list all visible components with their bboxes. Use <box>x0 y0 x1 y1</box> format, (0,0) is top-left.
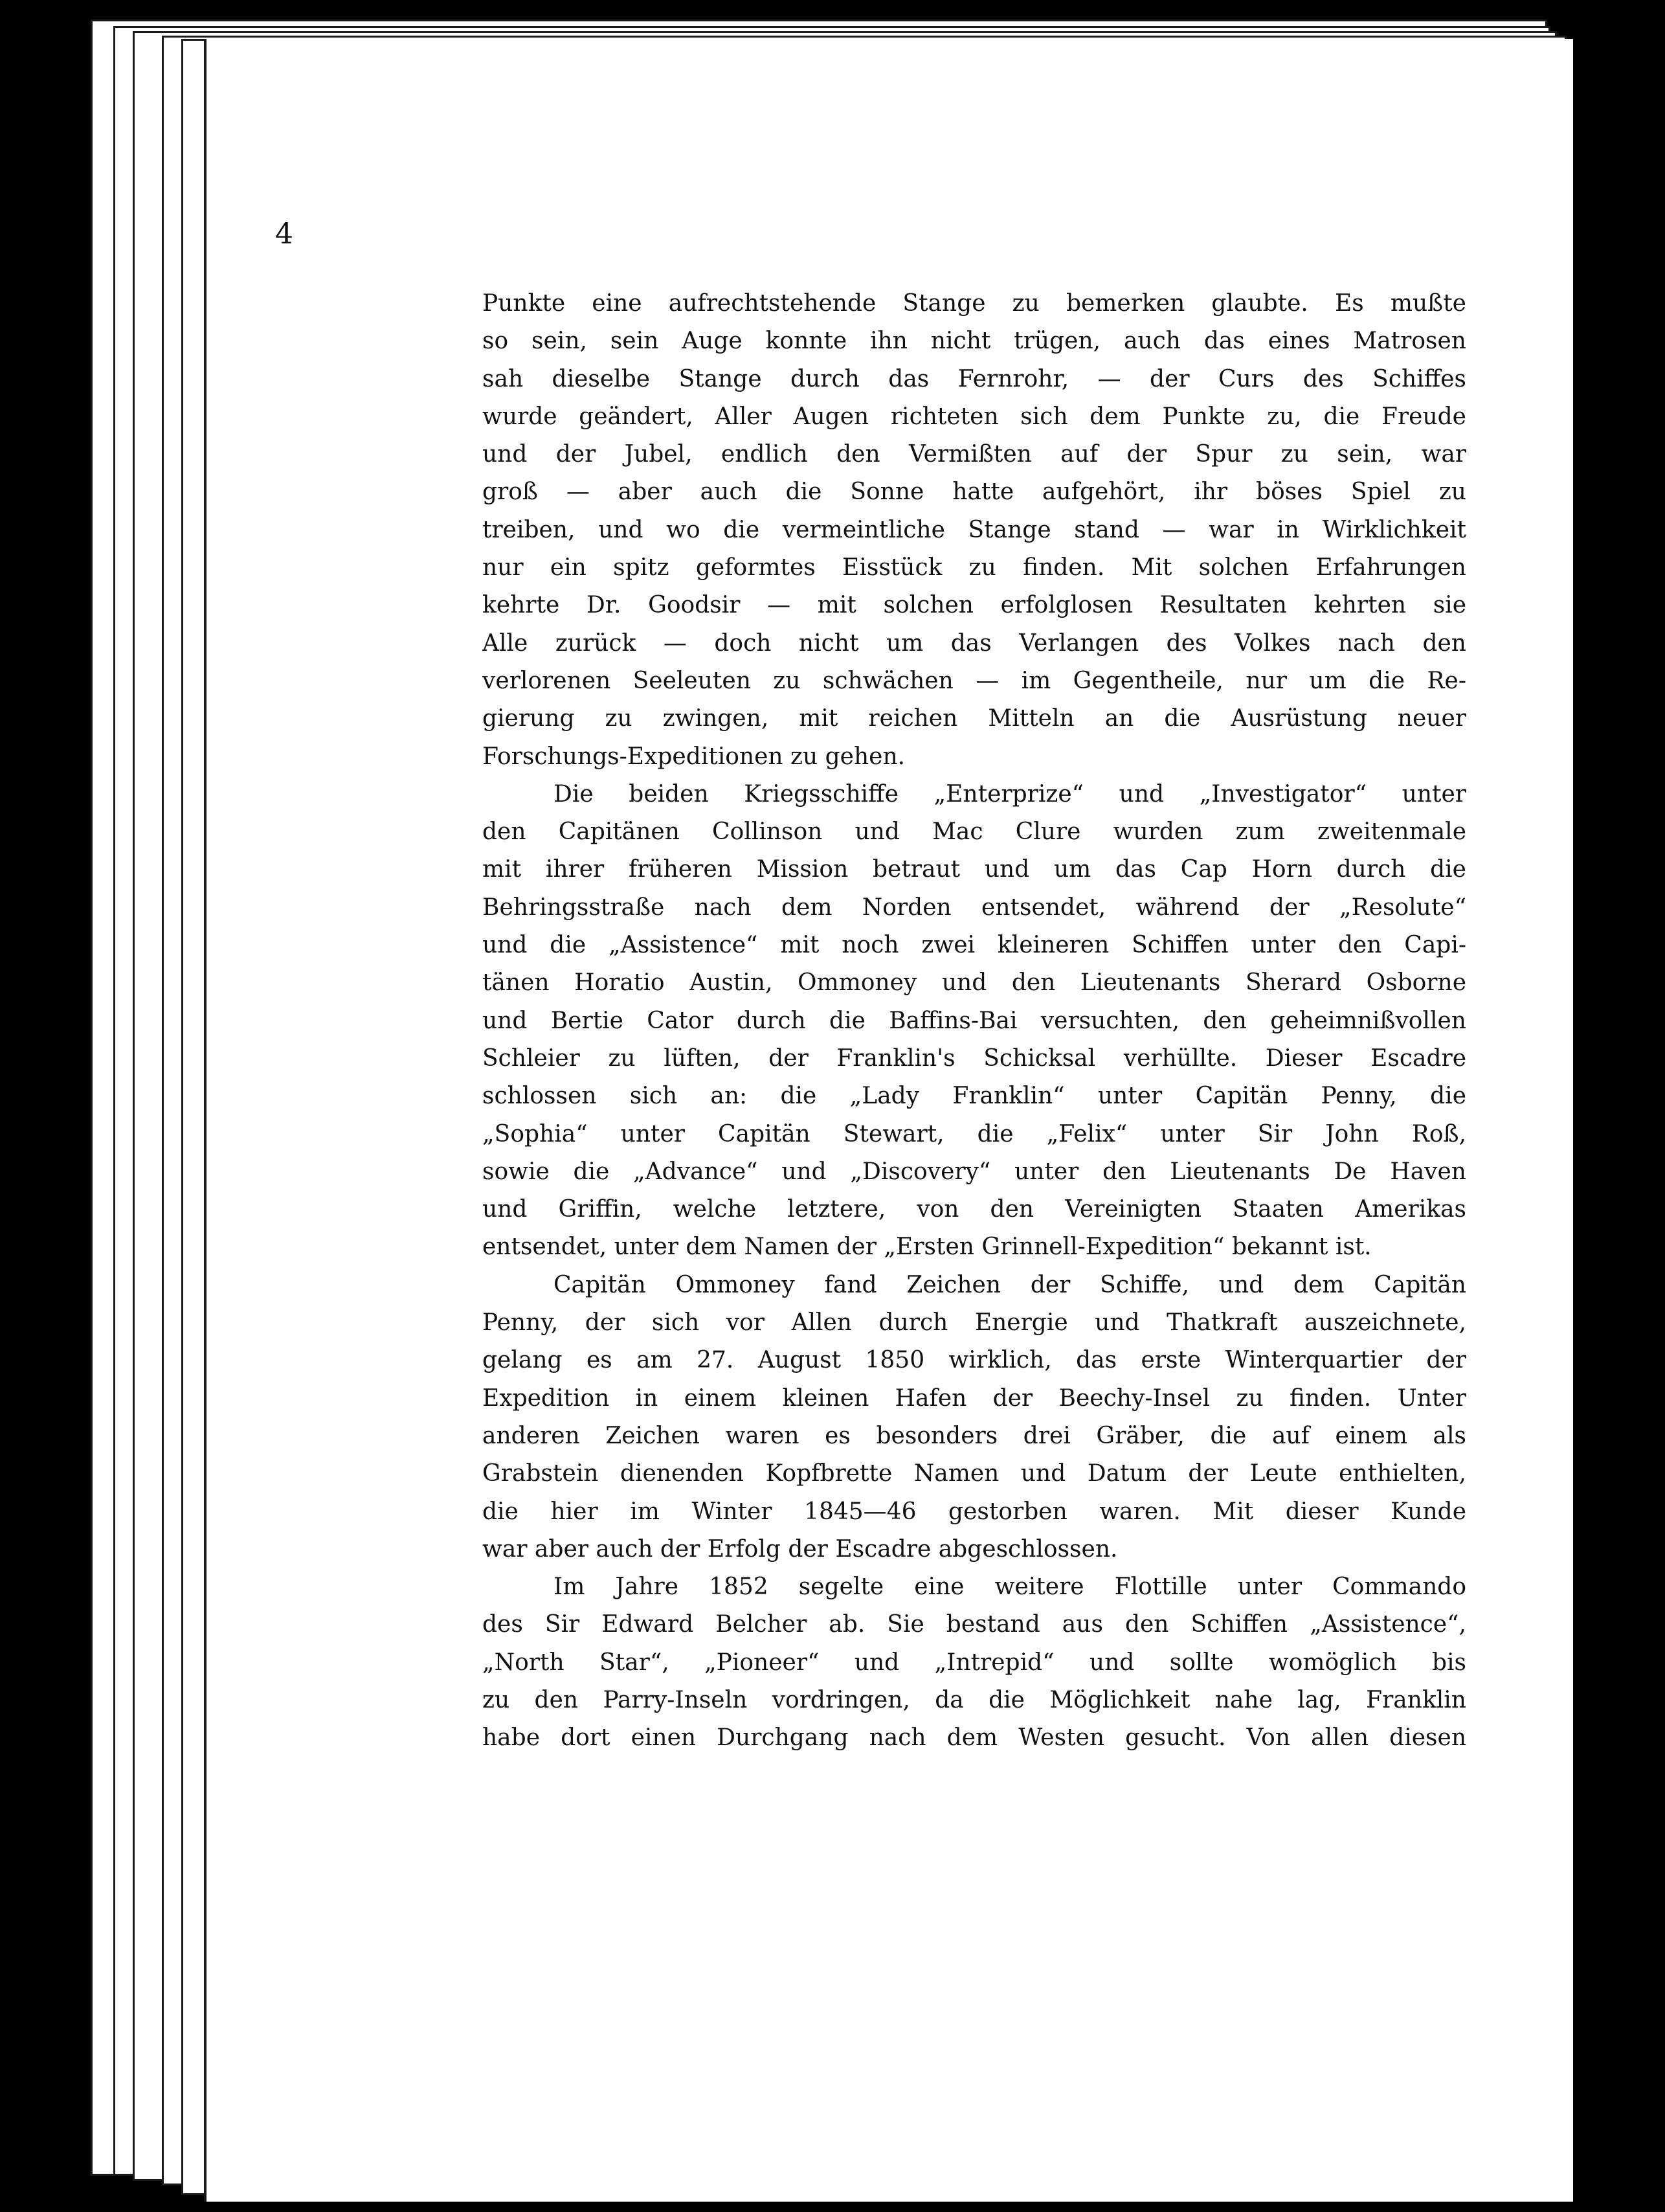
text-line: entsendet, unter dem Namen der „Ersten Grinnell-Expedition“ bekannt ist. <box>482 1234 1372 1261</box>
text-line: so sein, sein Auge konnte ihn nicht trügen, auch das eines Matrosen <box>482 328 1466 355</box>
text-line: verlorenen Seeleuten zu schwächen — im Gegentheile, nur um die Re- <box>482 667 1466 694</box>
page-number: 4 <box>275 218 293 251</box>
text-line: „North Star“, „Pioneer“ und „Intrepid“ und sollte womöglich bis <box>482 1649 1466 1676</box>
text-line: tänen Horatio Austin, Ommoney und den Lieutenants Sherard Osborne <box>482 969 1466 997</box>
body-text <box>482 285 1466 1757</box>
text-line: zu den Parry-Inseln vordringen, da die Möglichkeit nahe lag, Franklin <box>482 1686 1466 1713</box>
text-line: Forschungs-Expeditionen zu gehen. <box>482 743 906 770</box>
text-line: Behringsstraße nach dem Norden entsendet, während der „Resolute“ <box>482 894 1466 921</box>
text-line: Capitän Ommoney fand Zeichen der Schiffe, und dem Capitän <box>553 1271 1466 1298</box>
text-line: Die beiden Kriegsschiffe „Enterprize“ und „Investigator“ unter <box>553 780 1466 807</box>
text-line: Expedition in einem kleinen Hafen der Beechy-Insel zu finden. Unter <box>482 1384 1466 1412</box>
text-line: und Griffin, welche letztere, von den Vereinigten Staaten Amerikas <box>482 1196 1466 1223</box>
text-line: groß — aber auch die Sonne hatte aufgehört, ihr böses Spiel zu <box>482 479 1466 506</box>
text-line: nur ein spitz geformtes Eisstück zu finden. Mit solchen Erfahrungen <box>482 554 1466 581</box>
text-line: und die „Assistence“ mit noch zwei kleineren Schiffen unter den Capi- <box>482 932 1466 959</box>
text-line: Schleier zu lüften, der Franklin's Schicksal verhüllte. Dieser Escadre <box>482 1044 1466 1072</box>
text-line: schlossen sich an: die „Lady Franklin“ unter Capitän Penny, die <box>482 1083 1466 1110</box>
text-line: gierung zu zwingen, mit reichen Mitteln an die Ausrüstung neuer <box>482 705 1466 732</box>
text-line: sowie die „Advance“ und „Discovery“ unter den Lieutenants De Haven <box>482 1158 1466 1185</box>
text-line: Alle zurück — doch nicht um das Verlangen des Volkes nach den <box>482 629 1466 657</box>
text-line: gelang es am 27. August 1850 wirklich, das erste Winterquartier der <box>482 1347 1466 1374</box>
text-line: „Sophia“ unter Capitän Stewart, die „Felix“ unter Sir John Roß, <box>482 1120 1466 1147</box>
text-line: den Capitänen Collinson und Mac Clure wurden zum zweitenmale <box>482 818 1466 846</box>
text-line: Grabstein dienenden Kopfbrette Namen und Datum der Leute enthielten, <box>482 1460 1466 1487</box>
text-line: Penny, der sich vor Allen durch Energie und Thatkraft auszeichnete, <box>482 1309 1466 1337</box>
text-line: treiben, und wo die vermeintliche Stange stand — war in Wirklichkeit <box>482 516 1466 543</box>
text-line: Im Jahre 1852 segelte eine weitere Flottille unter Commando <box>553 1574 1466 1601</box>
text-line: und Bertie Cator durch die Baffins-Bai versuchten, den geheimnißvollen <box>482 1007 1466 1034</box>
text-line: des Sir Edward Belcher ab. Sie bestand aus den Schiffen „Assistence“, <box>482 1611 1466 1638</box>
text-line: wurde geändert, Aller Augen richteten sich dem Punkte zu, die Freude <box>482 403 1466 430</box>
text-line: und der Jubel, endlich den Vermißten auf der Spur zu sein, war <box>482 441 1466 468</box>
text-line: war aber auch der Erfolg der Escadre abgeschlossen. <box>482 1535 1118 1563</box>
text-line: sah dieselbe Stange durch das Fernrohr, — der Curs des Schiffes <box>482 365 1466 392</box>
text-line: mit ihrer früheren Mission betraut und um das Cap Horn durch die <box>482 856 1466 883</box>
text-line: anderen Zeichen waren es besonders drei Gräber, die auf einem als <box>482 1422 1466 1449</box>
text-line: die hier im Winter 1845—46 gestorben waren. Mit dieser Kunde <box>482 1498 1466 1525</box>
text-line: habe dort einen Durchgang nach dem Westen gesucht. Von allen diesen <box>482 1724 1466 1752</box>
text-line: kehrte Dr. Goodsir — mit solchen erfolglosen Resultaten kehrten sie <box>482 592 1466 619</box>
text-line: Punkte eine aufrechtstehende Stange zu bemerken glaubte. Es mußte <box>482 290 1466 317</box>
